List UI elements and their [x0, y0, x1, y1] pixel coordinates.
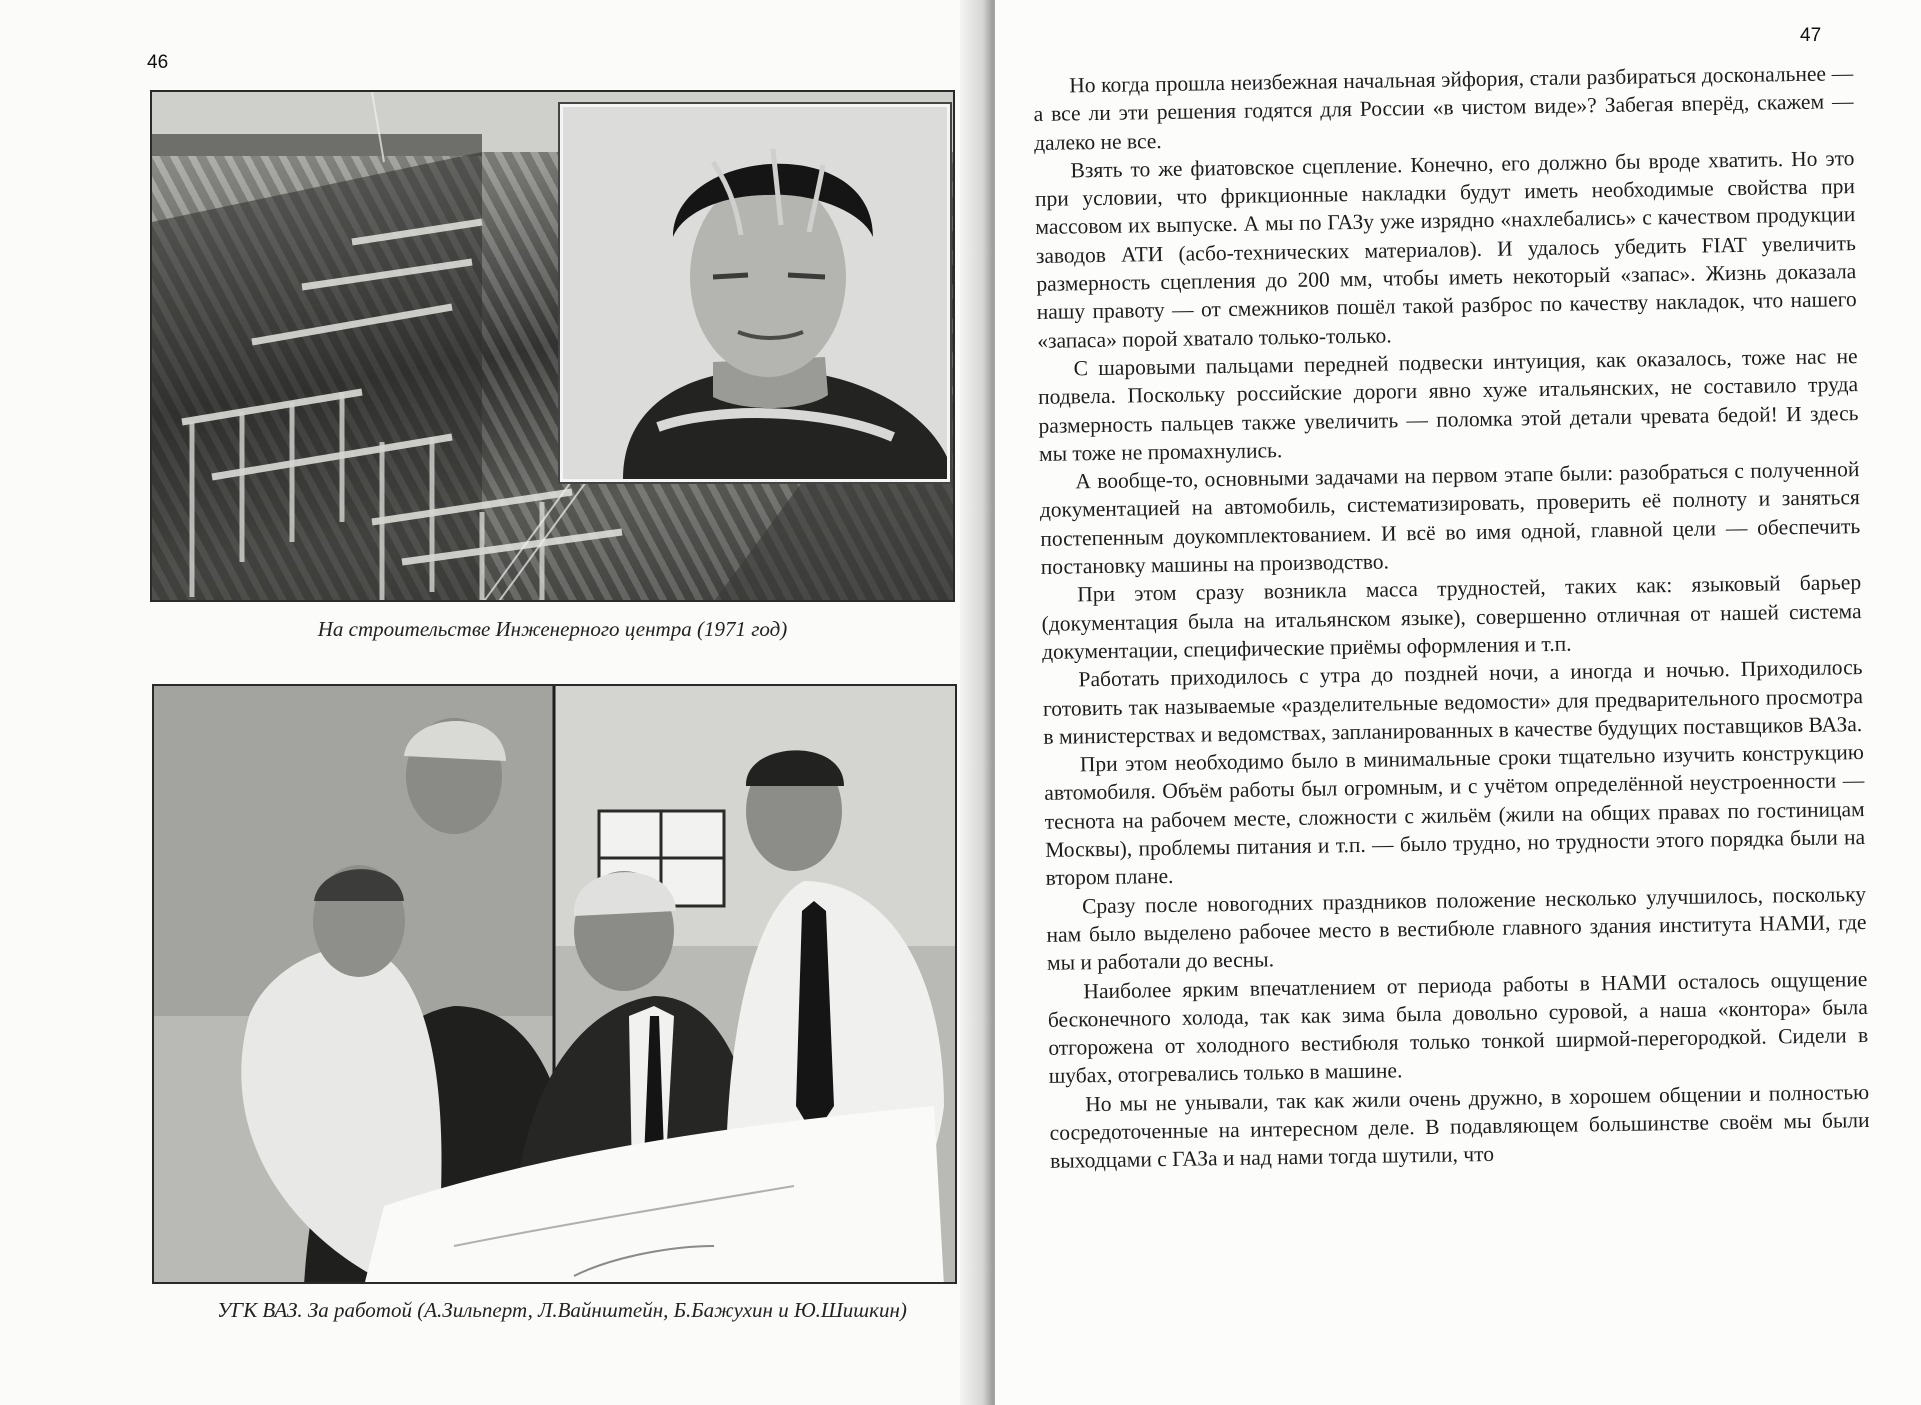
- paragraph: А вообще-то, основными задачами на первом этапе были: разобраться с полученной документацией на автомобиль, систематизировать, проверить её полноту и заняться постепенным доукомплектованием. И всё во имя одной, главной цели — обеспечить постановку машины на производство.: [1039, 457, 1861, 579]
- paragraph: Сразу после новогодних праздников положение несколько улучшилось, поскольку нам было выделено рабочее место в вестибюле главного здания института НАМИ, где мы и работали до весны.: [1046, 881, 1867, 976]
- body-text: [1033, 59, 1870, 1175]
- photo-caption-bottom: УГК ВАЗ. За работой (А.Зильперт, Л.Вайнштейн, Б.Бажухин и Ю.Шишкин): [217, 1298, 907, 1322]
- paragraph: При этом сразу возникла масса трудностей, таких как: языковый барьер (документация была на итальянском языке), совершенно отличная от нашей система документации, специфические приёмы оформления и т.п.: [1041, 570, 1862, 664]
- paragraph: Наиболее ярким впечатлением от периода работы в НАМИ осталось ощущение бесконечного холода, так как зима была довольно суровой, а наша «контора» была отгорожена от холодного вестибюля только тонкой ширмой-перегородкой. Сидели в шубах, отогревались только в машине.: [1047, 966, 1869, 1089]
- photo-caption-top: На строительстве Инженерного центра (1971 год): [317, 617, 788, 641]
- right-page: [995, 0, 1921, 1405]
- portrait-man-in-cap-illustration: [563, 107, 947, 479]
- paragraph: С шаровыми пальцами передней подвески интуиция, как оказалось, тоже нас не подвела. Поскольку российские дороги явно хуже итальянских, не составило труда размерность пальцев также увеличить — поломка этой детали чревата бедой! И здесь мы тоже не промахнулись.: [1037, 344, 1859, 466]
- team-scene-illustration: [154, 686, 957, 1284]
- paragraph: Взять то же фиатовское сцепление. Конечно, его должно бы вроде хватить. Но это при условии, что фрикционные накладки будут иметь необходимые свойства при массовом их выпуске. А мы по ГАЗу уже изрядно «нахлебались» с качеством продукции заводов АТИ (асбо-технических материалов). И удалось убедить FIAT увеличить размерность сцепления до 200 мм, чтобы иметь некоторый «запас». Жизнь доказала нашу правоту — от смежников пошёл такой разброс по качеству накладок, что нашего «запаса» порой хватало только-только.: [1034, 145, 1857, 353]
- construction-site-photo: [150, 90, 955, 602]
- page-number: 46: [147, 52, 169, 73]
- page-number: 47: [1800, 25, 1822, 46]
- paragraph: Но когда прошла неизбежная начальная эйфория, стали разбираться доскональнее — а все ли эти решения годятся для России «в чистом виде»? Забегая вперёд, скажем — далеко не все.: [1033, 61, 1854, 155]
- paragraph: При этом необходимо было в минимальные сроки тщательно изучить конструкцию автомобиля. Объём работы был огромным, и с учётом определённой неустроенности — теснота на рабочем месте, сложности с жильём (жили на общих правах по гостиницам Москвы), проблемы питания и т.п. — было трудно, но трудности этого порядка были на втором плане.: [1044, 740, 1866, 891]
- team-at-work-photo: [152, 684, 957, 1284]
- paragraph: Но мы не унывали, так как жили очень дружно, в хорошем общении и полностью сосредоточенные на интересном деле. В подавляющем большинстве своём мы были выходцами с ГАЗа и над нами тогда шутили, что: [1049, 1079, 1870, 1174]
- portrait-photo: [560, 104, 950, 482]
- paragraph: Работать приходилось с утра до поздней ночи, а иногда и ночью. Приходилось готовить так называемые «разделительные ведомости» для предварительного просмотра в министерствах и ведомствах, запланированных в качестве будущих поставщиков ВАЗа.: [1042, 655, 1864, 749]
